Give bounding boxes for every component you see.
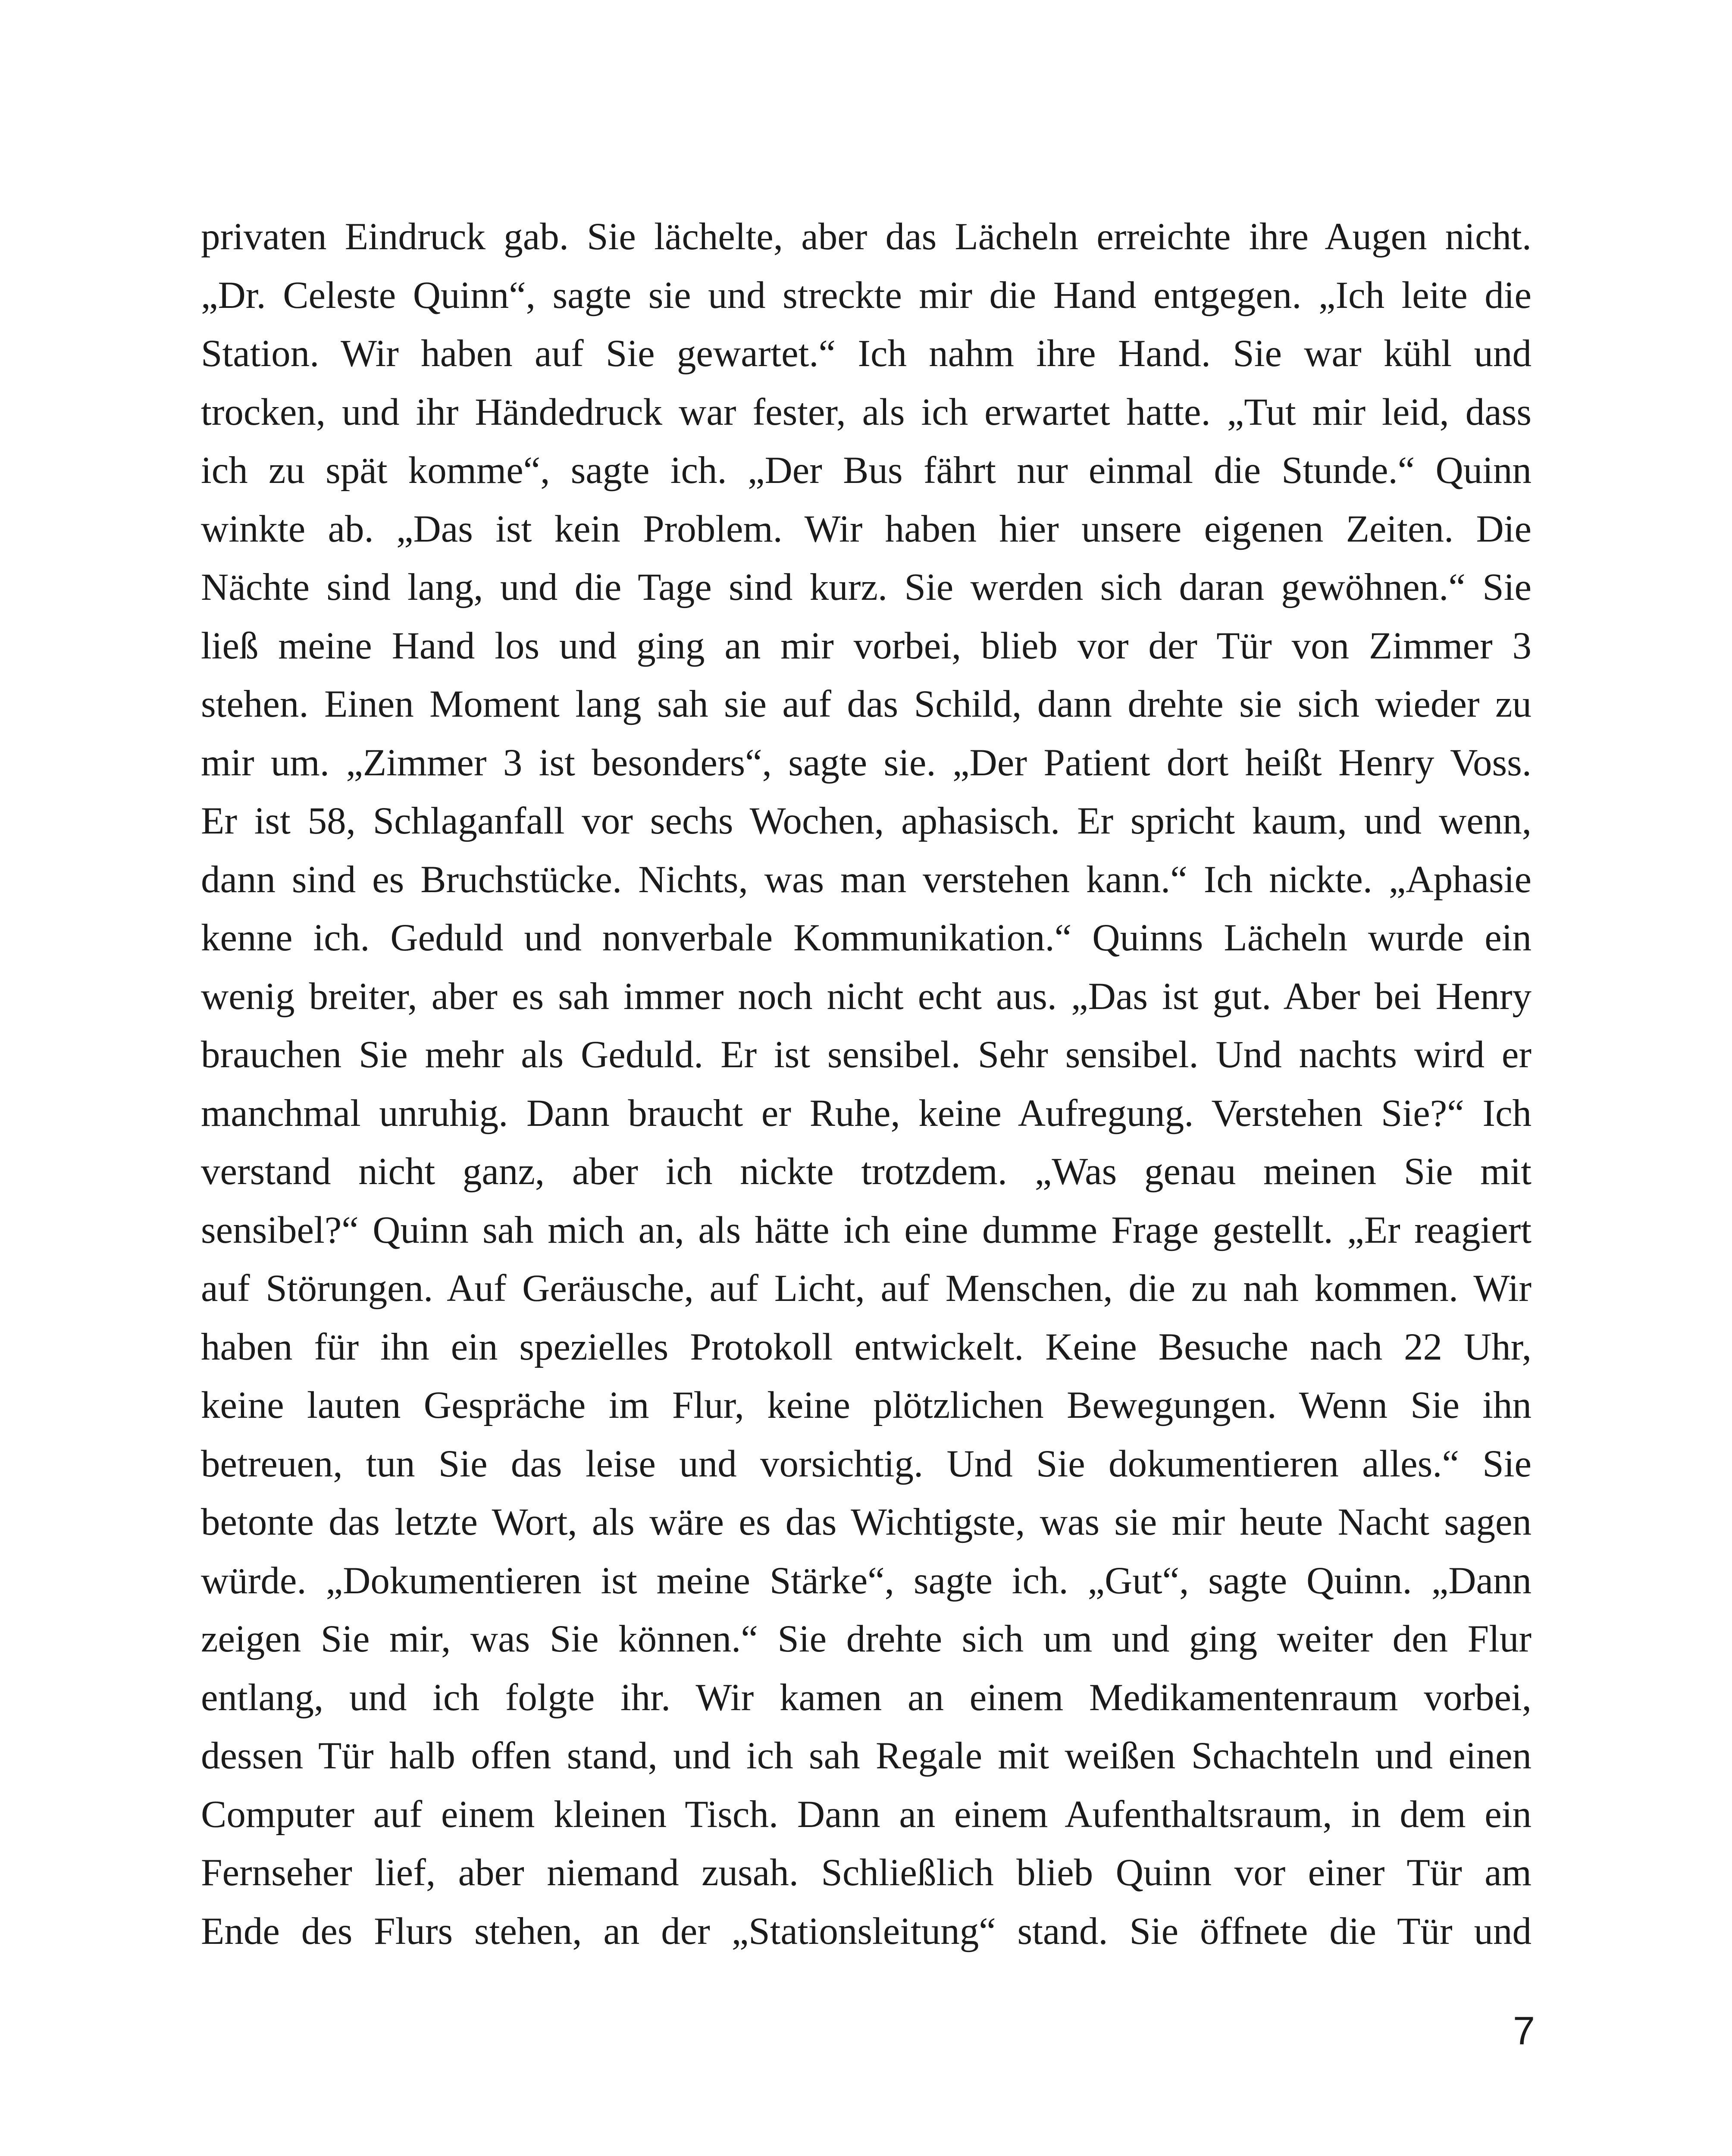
text-line: winkte ab. „Das ist kein Problem. Wir haben hier unsere eigenen Zeiten. Die — [201, 508, 1532, 550]
text-line: Er ist 58, Schlaganfall vor sechs Wochen, aphasisch. Er spricht kaum, und wenn, — [201, 800, 1532, 842]
text-line: sensibel?“ Quinn sah mich an, als hätte ich eine dumme Frage gestellt. „Er reagiert — [201, 1209, 1532, 1251]
text-line: dessen Tür halb offen stand, und ich sah Regale mit weißen Schachteln und einen — [201, 1735, 1532, 1777]
text-line: betreuen, tun Sie das leise und vorsichtig. Und Sie dokumentieren alles.“ Sie — [201, 1442, 1532, 1485]
text-line: auf Störungen. Auf Geräusche, auf Licht, auf Menschen, die zu nah kommen. Wir — [201, 1267, 1532, 1310]
text-line: Fernseher lief, aber niemand zusah. Schließlich blieb Quinn vor einer Tür am — [201, 1852, 1532, 1894]
text-line: brauchen Sie mehr als Geduld. Er ist sensibel. Sehr sensibel. Und nachts wird er — [201, 1034, 1532, 1076]
text-line: ließ meine Hand los und ging an mir vorbei, blieb vor der Tür von Zimmer 3 — [201, 624, 1532, 667]
text-line: keine lauten Gespräche im Flur, keine plötzlichen Bewegungen. Wenn Sie ihn — [201, 1384, 1532, 1426]
text-line: würde. „Dokumentieren ist meine Stärke“, sagte ich. „Gut“, sagte Quinn. „Dann — [201, 1559, 1532, 1602]
text-line: Nächte sind lang, und die Tage sind kurz. Sie werden sich daran gewöhnen.“ Sie — [201, 566, 1532, 608]
text-line: haben für ihn ein spezielles Protokoll entwickelt. Keine Besuche nach 22 Uhr, — [201, 1326, 1532, 1368]
text-line: manchmal unruhig. Dann braucht er Ruhe, keine Aufregung. Verstehen Sie?“ Ich — [201, 1092, 1532, 1134]
text-line: kenne ich. Geduld und nonverbale Kommunikation.“ Quinns Lächeln wurde ein — [201, 917, 1532, 959]
text-line: „Dr. Celeste Quinn“, sagte sie und streckte mir die Hand entgegen. „Ich leite die — [201, 274, 1532, 317]
body-text — [201, 208, 1532, 1961]
text-line: zeigen Sie mir, was Sie können.“ Sie drehte sich um und ging weiter den Flur — [201, 1618, 1532, 1660]
text-line: entlang, und ich folgte ihr. Wir kamen an einem Medikamentenraum vorbei, — [201, 1676, 1532, 1719]
text-line: trocken, und ihr Händedruck war fester, als ich erwartet hatte. „Tut mir leid, dass — [201, 391, 1532, 433]
text-line: wenig breiter, aber es sah immer noch nicht echt aus. „Das ist gut. Aber bei Henry — [201, 975, 1532, 1018]
text-line: Ende des Flurs stehen, an der „Stationsleitung“ stand. Sie öffnete die Tür und — [201, 1910, 1532, 1952]
text-line: verstand nicht ganz, aber ich nickte trotzdem. „Was genau meinen Sie mit — [201, 1150, 1532, 1193]
text-line: privaten Eindruck gab. Sie lächelte, aber das Lächeln erreichte ihre Augen nicht. — [201, 216, 1532, 258]
text-line: dann sind es Bruchstücke. Nichts, was man verstehen kann.“ Ich nickte. „Aphasie — [201, 858, 1532, 901]
text-line: Computer auf einem kleinen Tisch. Dann an einem Aufenthaltsraum, in dem ein — [201, 1793, 1532, 1836]
text-line: betonte das letzte Wort, als wäre es das Wichtigste, was sie mir heute Nacht sagen — [201, 1501, 1532, 1543]
text-line: stehen. Einen Moment lang sah sie auf das Schild, dann drehte sie sich wieder zu — [201, 683, 1532, 725]
text-line: mir um. „Zimmer 3 ist besonders“, sagte sie. „Der Patient dort heißt Henry Voss. — [201, 741, 1532, 784]
text-line: Station. Wir haben auf Sie gewartet.“ Ich nahm ihre Hand. Sie war kühl und — [201, 332, 1532, 375]
text-line: ich zu spät komme“, sagte ich. „Der Bus fährt nur einmal die Stunde.“ Quinn — [201, 449, 1532, 492]
page-number: 7 — [1513, 2009, 1535, 2053]
